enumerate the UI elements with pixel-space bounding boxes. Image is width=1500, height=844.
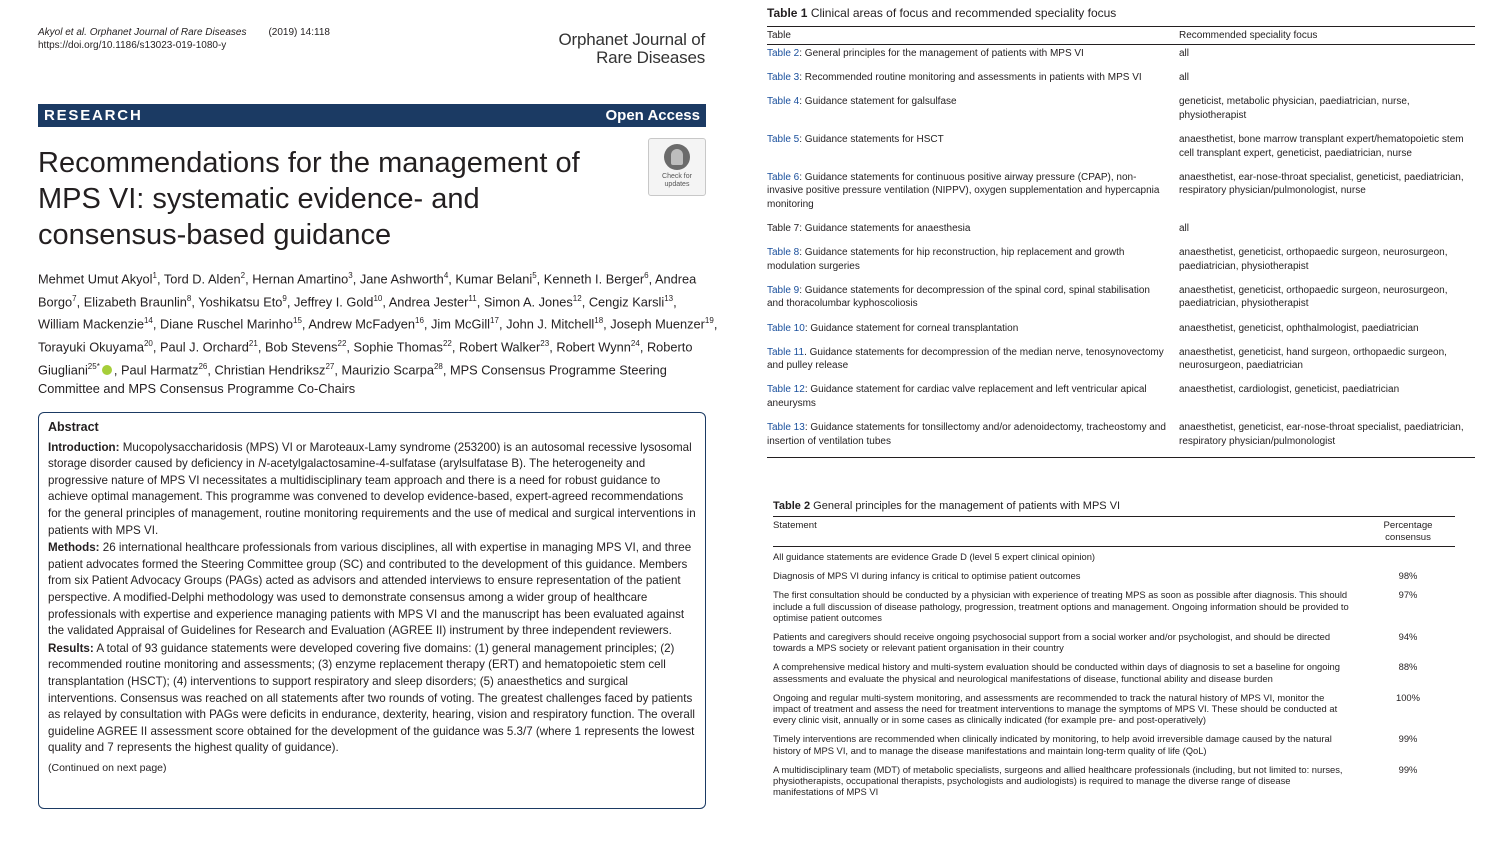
table1-cell-table — [767, 421, 1179, 448]
reference-separator: : — [804, 384, 808, 396]
reference-separator: : — [799, 284, 803, 296]
table1-description: Guidance statements for hip reconstruction, hip replacement and growth modulation surgeries — [767, 247, 1125, 272]
table2-cell-statement: All guidance statements are evidence Grade D (level 5 expert clinical opinion) — [773, 551, 1096, 562]
author-name: Diane Ruschel Marinho — [159, 316, 293, 332]
author-name: Torayuki Okuyama — [38, 339, 144, 355]
author-affiliation: 22 — [442, 339, 452, 349]
author-name: Sophie Thomas — [353, 339, 443, 355]
author-name: Joseph Muenzer — [610, 316, 705, 332]
table1-cell-focus: anaesthetist, geneticist, hand surgeon, orthopaedic surgeon, neurosurgeon, paediatrician — [1179, 346, 1447, 372]
citation-year: (2019) 14:118 — [268, 27, 330, 38]
check-for-updates-badge[interactable] — [648, 138, 706, 196]
author-affiliation: 3 — [348, 271, 353, 280]
table1-header-row — [767, 27, 1475, 45]
table1-description: Guidance statement for cardiac valve replacement and left ventricular apical aneurysms — [767, 384, 1147, 409]
table2-cell-statement: Patients and caregivers should receive ongoing psychosocial support from a social worker and/or psychologist, and should be directed towards a MPS society or relevant patient organisation in their country — [773, 631, 1331, 654]
table2-cell-statement: The first consultation should be conducted by a physician with experience of treating MPS as soon as possible after diagnosis. This should include a full discussion of disease pathology, progression, treatment options and management. Ongoing information should be provided to optimise patient outcomes — [773, 589, 1349, 623]
table1-cell-focus: anaesthetist, geneticist, orthopaedic surgeon, neurosurgeon, paediatrician, physiotherapist — [1179, 247, 1448, 272]
article-type: RESEARCH — [44, 107, 143, 124]
table-reference-link[interactable]: Table 4 — [767, 96, 800, 108]
table1-cell-focus: anaesthetist, geneticist, orthopaedic surgeon, neurosurgeon, paediatrician, physiotherapist — [1179, 284, 1448, 310]
table-reference-link[interactable]: Table 8 — [767, 247, 800, 259]
table1-description: Guidance statements for continuous positive airway pressure (CPAP), non-invasive positive pressure ventilation (NIPPV), oxygen supplementation and hypercapnia monitoring — [767, 171, 1160, 210]
abstract-methods — [48, 540, 696, 640]
table2-row — [773, 688, 1455, 730]
author-name: Jeffrey I. Gold — [294, 293, 374, 309]
table1-row — [767, 220, 1475, 244]
check-updates-icon — [664, 144, 690, 170]
intro-text-b: -acetylgalactosamine-4-sulfatase (arylsulfatase B). The heterogeneity and progressive nature of MPS VI necessitates a multidisciplinary team approach and there is a need for robust guidance to achieve optimal management. This programme was convened to develop evidence-based, expert-agreed recommendations for the general principles of management, routine monitoring requirements and the use of medical and surgical interventions in patients with MPS VI. — [48, 457, 696, 537]
table1-cell-table — [767, 133, 1179, 160]
abstract-results — [48, 641, 696, 757]
author-affiliation: 10 — [373, 293, 383, 303]
author-affiliation: 16 — [415, 316, 424, 326]
table1-cell-focus: anaesthetist, ear-nose-throat specialist, geneticist, paediatrician, respiratory physician/pulmonologist, nurse — [1179, 171, 1464, 197]
author-list: Mehmet Umut Akyol$^1$, Tord D. Alden$^2$, Hernan Amartino$^3$, Jane Ashworth$^4$, Kumar Belani$^5$, Kenneth I. Berger$^6$, Andrea Borgo$^7$, Elizabeth Braunlin$^8$, Yoshikatsu Eto$^9$, Jeffrey I. Gold$^{10}$, Andrea Jester$^{11}$, Simon A. Jones$^{12}$, Cengiz Karsli$^{13}$, William Mackenzie$^{14}$, Diane Ruschel Marinho$^{15}$, Andrew McFadyen$^{16}$, Jim McGill$^{17}$, John J. Mitchell$^{18}$, Joseph Muenzer$^{19}$, Torayuki Okuyama$^{20}$, Paul J. Orchard$^{21}$, Bob Stevens$^{22}$, Sophie Thomas$^{22}$, Robert Walker$^{23}$, Robert Wynn$^{24}$, Roberto Giugliani$^{25*}$ , Paul Harmatz$^{26}$, Christian Hendriksz$^{27}$, Maurizio Scarpa$^{28}$, MPS Consensus Programme Steering Committee and MPS Consensus Programme Co-Chairs — [38, 271, 718, 397]
citation-header — [38, 26, 330, 52]
reference-separator: : — [804, 422, 808, 434]
table1-row — [767, 344, 1475, 382]
table1-cell-focus: anaesthetist, bone marrow transplant expert/hematopoietic stem cell transplant expert, geneticist, paediatrician, nurse — [1179, 134, 1464, 159]
table1-description: Guidance statements for decompression of the median nerve, tenosynovectomy and pulley release — [767, 346, 1164, 372]
author-name: Christian Hendriksz — [214, 361, 326, 377]
orcid-icon[interactable] — [102, 365, 112, 375]
table2-caption — [773, 499, 1120, 513]
table1-row — [767, 244, 1475, 282]
table1-cell-table — [767, 47, 1179, 61]
table1-cell-table — [767, 383, 1179, 410]
intro-italic: N — [258, 457, 267, 471]
author-name: Simon A. Jones — [483, 293, 573, 309]
reference-separator: : — [799, 96, 803, 108]
table2-header-statement: Statement — [773, 520, 817, 531]
table2-cell-consensus — [1361, 551, 1455, 562]
table2-cell-statement: A comprehensive medical history and multi-system evaluation should be conducted within days of diagnosis to set a baseline for ongoing assessments and evaluate the physical and neurological manifestations of disease, functional ability and disease burden — [773, 661, 1340, 684]
author-affiliation: 4 — [443, 271, 449, 280]
author-affiliation: 21 — [248, 339, 258, 349]
table1-description: General principles for the management of patients with MPS VI — [802, 48, 1084, 59]
table1-cell-focus: geneticist, metabolic physician, paediatrician, nurse, physiotherapist — [1179, 96, 1410, 121]
intro-label: Introduction: — [48, 440, 120, 454]
abstract-introduction — [48, 440, 696, 540]
table1-cell-focus: anaesthetist, geneticist, ophthalmologist, paediatrician — [1179, 322, 1419, 334]
author-affiliation: 1 — [152, 271, 157, 280]
author-affiliation: 17 — [490, 316, 499, 326]
table2-row — [773, 566, 1455, 585]
table2-row — [773, 627, 1455, 657]
table1-cell-focus: all — [1179, 72, 1190, 84]
table2-cell-consensus: 100% — [1396, 691, 1420, 703]
author-affiliation: 19 — [704, 316, 714, 326]
table1-description: Recommended routine monitoring and assessments in patients with MPS VI — [802, 72, 1142, 84]
table-reference-link[interactable]: Table 9 — [767, 284, 800, 296]
table1-header-table: Table — [767, 30, 791, 41]
table2-cell-consensus: 99% — [1398, 763, 1418, 775]
author-affiliation: 9 — [282, 293, 287, 303]
author-name: Bob Stevens — [264, 339, 338, 355]
table1-caption — [767, 6, 1116, 21]
author-name: Jim McGill — [431, 316, 491, 332]
table1-description: Guidance statement for galsulfase — [802, 96, 957, 108]
author-affiliation: 6 — [644, 271, 649, 280]
author-affiliation: 18 — [594, 316, 604, 326]
table1-cell-table — [767, 171, 1179, 212]
check-badge-line1: Check for — [662, 173, 692, 180]
table1-row — [767, 320, 1475, 344]
author-affiliation: 24 — [630, 339, 640, 349]
open-access-label: Open Access — [605, 107, 700, 124]
table1-cell-table — [767, 346, 1179, 373]
table2-row — [773, 760, 1455, 802]
author-name: Jane Ashworth — [359, 271, 444, 287]
table-reference-link[interactable]: Table 12 — [767, 384, 805, 396]
article-first-page — [0, 0, 745, 844]
table-reference-link[interactable]: Table 11 — [767, 346, 805, 358]
tables-page — [745, 0, 1500, 844]
table1-description: Guidance statements for decompression of the spinal cord, spinal stabilisation and thoracolumbar kyphoscoliosis — [767, 284, 1150, 310]
author-name: Kumar Belani — [455, 271, 533, 287]
results-text: A total of 93 guidance statements were developed covering five domains: (1) general management principles; (2) recommended routine monitoring and assessments; (3) enzyme replacement therapy (ERT) and hematopoietic stem cell transplantation (HSCT); (4) interventions to support respiratory and sleep disorders; (5) anaesthetics and surgical interventions. Consensus was reached on all statements after two rounds of voting. The greatest challenges faced by patients as relayed by consultation with PAGs were deficits in endurance, dexterity, hearing, vision and respiratory function. The overall guideline AGREE II assessment score obtained for the development of the guidance was 5.3/7 (where 1 represents the lowest quality and 7 represents the highest quality of guidance). — [48, 641, 696, 755]
author-affiliation: 20 — [143, 339, 153, 349]
reference-separator: : — [799, 171, 803, 183]
table2-row — [773, 657, 1455, 687]
table2-row — [773, 729, 1455, 759]
article-type-banner — [38, 104, 706, 127]
author-name: Paul Harmatz — [120, 361, 199, 377]
author-affiliation: 28 — [433, 361, 443, 371]
abstract-heading: Abstract — [48, 420, 99, 434]
citation-doi[interactable]: https://doi.org/10.1186/s13023-019-1080-y — [38, 40, 227, 51]
table1-cell-table — [767, 284, 1179, 311]
table1-description: Guidance statements for anaesthesia — [802, 222, 971, 234]
author-group: MPS Consensus Programme Steering Committee and MPS Consensus Programme Co-Chairs — [38, 361, 667, 397]
table2-title: General principles for the management of patients with MPS VI — [813, 500, 1121, 512]
table1-cell-table — [767, 222, 1179, 236]
table1-row — [767, 45, 1475, 69]
author-name: Hernan Amartino — [252, 271, 349, 287]
journal-logo-line2: Rare Diseases — [596, 48, 705, 67]
author-affiliation: 2 — [240, 271, 246, 280]
table1-title: Clinical areas of focus and recommended speciality focus — [810, 6, 1117, 20]
table2-cell-consensus: 99% — [1398, 733, 1418, 745]
author-name: Elizabeth Braunlin — [83, 293, 187, 309]
table1-cell-focus: all — [1179, 48, 1190, 59]
table1-cell-table — [767, 71, 1179, 85]
table1-row — [767, 93, 1475, 131]
table2 — [773, 516, 1455, 801]
table1-label: Table 1 — [767, 6, 808, 20]
reference-separator: : — [799, 72, 803, 84]
author-affiliation: 7 — [72, 293, 77, 303]
table1-row — [767, 282, 1475, 320]
table2-cell-statement: Ongoing and regular multi-system monitoring, and assessments are recommended to track the natural history of MPS VI, monitor the impact of treatment and assess the need for treatment interventions to manage the symptoms of MPS VI. These should be conducted at every clinic visit, annually or in some cases as clinically indicated (for example pre- and post-operatively) — [773, 691, 1338, 726]
table1-row — [767, 419, 1475, 457]
table2-cell-statement: Diagnosis of MPS VI during infancy is critical to optimise patient outcomes — [773, 570, 1081, 582]
reference-separator: : — [799, 222, 803, 234]
table-reference-link[interactable]: Table 13 — [767, 422, 805, 434]
author-affiliation: 27 — [325, 361, 335, 371]
table1-description: Guidance statements for tonsillectomy and/or adenoidectomy, tracheostomy and insertion of ventilation tubes — [767, 422, 1166, 447]
author-affiliation: 15 — [293, 316, 302, 326]
author-name: Robert Wynn — [556, 339, 631, 355]
table-reference-link[interactable]: Table 3 — [767, 72, 800, 84]
author-name: Paul J. Orchard — [160, 339, 249, 355]
table2-header-row — [773, 517, 1455, 547]
continued-note: (Continued on next page) — [48, 761, 167, 774]
results-label: Results: — [48, 641, 94, 655]
author-affiliation: 8 — [186, 293, 192, 303]
table-reference-link[interactable]: Table 6 — [767, 171, 800, 183]
author-name: Roberto Giugliani — [38, 339, 693, 377]
table2-body — [773, 547, 1455, 801]
author-affiliation: 11 — [468, 293, 477, 303]
author-affiliation: 5 — [532, 271, 537, 280]
author-affiliation: 25* — [87, 361, 100, 371]
table1-row — [767, 69, 1475, 93]
table2-cell-statement: A multidisciplinary team (MDT) of metabolic specialists, surgeons and allied healthcare professionals (including, but not limited to: nurses, physiotherapists, occupational therapists, psychologists and audiologists) is required to manage the diverse range of disease manifestations of MPS VI — [773, 763, 1343, 798]
table2-cell-consensus: 94% — [1398, 631, 1418, 643]
table-reference-link[interactable]: Table 10 — [767, 322, 805, 334]
reference-separator: : — [799, 247, 803, 259]
table1 — [767, 26, 1475, 458]
table-reference-link: Table 7 — [767, 222, 800, 234]
author-name: Andrew McFadyen — [308, 316, 415, 332]
citation-authors: Akyol et al. Orphanet Journal of Rare Diseases — [38, 27, 247, 38]
intro-text-a: Mucopolysaccharidosis (MPS) VI or Maroteaux-Lamy syndrome (253200) is an autosomal recessive lysosomal storage disorder caused by deficiency in — [48, 440, 692, 471]
table1-cell-table — [767, 246, 1179, 273]
table2-cell-statement: Timely interventions are recommended when clinically indicated by monitoring, to help avoid irreversible damage caused by the natural history of MPS VI, and to manage the disease manifestations and maintain long-term quality of life (QoL) — [773, 733, 1332, 756]
table2-cell-consensus: 88% — [1398, 661, 1418, 673]
table1-row — [767, 169, 1475, 220]
table1-description: Guidance statement for corneal transplantation — [807, 322, 1019, 334]
article-title: Recommendations for the management of MPS VI: systematic evidence- and consensus-based guidance — [38, 147, 580, 251]
reference-separator: : — [799, 48, 803, 59]
author-name: Maurizio Scarpa — [341, 361, 434, 377]
table1-cell-focus: all — [1179, 222, 1190, 234]
check-badge-line2: updates — [664, 181, 690, 188]
reference-separator: : — [804, 322, 808, 334]
author-name: William Mackenzie — [38, 316, 144, 332]
author-name: Mehmet Umut Akyol — [38, 271, 153, 287]
table1-cell-table — [767, 95, 1179, 122]
table1-row — [767, 381, 1475, 419]
table-reference-link[interactable]: Table 2 — [767, 48, 800, 59]
table2-cell-consensus: 98% — [1398, 570, 1418, 582]
table2-cell-consensus: 97% — [1398, 589, 1418, 601]
reference-separator: : — [799, 134, 803, 146]
author-name: Andrea Jester — [388, 293, 469, 309]
author-affiliation: 14 — [143, 316, 153, 326]
table1-cell-focus: anaesthetist, cardiologist, geneticist, paediatrician — [1179, 384, 1400, 396]
author-affiliation: 22 — [337, 339, 347, 349]
table-reference-link[interactable]: Table 5 — [767, 134, 800, 146]
author-name: Robert Walker — [458, 339, 541, 355]
author-affiliation: 13 — [664, 293, 674, 303]
table2-row — [773, 585, 1455, 627]
table2-header-consensus: Percentage consensus — [1383, 520, 1433, 543]
author-affiliation: 26 — [198, 361, 208, 371]
methods-label: Methods: — [48, 541, 100, 555]
author-affiliation: 23 — [540, 339, 550, 349]
table1-row — [767, 131, 1475, 169]
author-name: Kenneth I. Berger — [543, 271, 645, 287]
table2-label: Table 2 — [773, 500, 811, 512]
table1-body — [767, 45, 1475, 457]
methods-text: 26 international healthcare professionals from various disciplines, all with expertise in managing MPS VI, and three patient advocates formed the Steering Committee group (SC) and contributed to the development of this guidance. Members from six Patient Advocacy Groups (PAGs) acted as advisors and attended interviews to ensure representation of the patient perspective. A modified-Delphi methodology was used to demonstrate consensus among a wider group of healthcare professionals with expertise and experience managing patients with MPS VI and the manuscript has been evaluated against the validated Appraisal of Guidelines for Research and Evaluation (AGREE II) instrument by three independent reviewers. — [48, 541, 692, 638]
table2-row — [773, 547, 1455, 566]
journal-logo-line1: Orphanet Journal of — [558, 30, 705, 49]
table1-cell-focus: anaesthetist, geneticist, ear-nose-throat specialist, paediatrician, respiratory physician/pulmonologist — [1179, 422, 1464, 447]
author-name: Tord D. Alden — [163, 271, 241, 287]
author-name: John J. Mitchell — [506, 316, 595, 332]
author-name: Yoshikatsu Eto — [198, 293, 283, 309]
author-affiliation: 12 — [572, 293, 582, 303]
author-name: Andrea Borgo — [38, 271, 697, 309]
reference-separator: . — [804, 346, 807, 358]
journal-logo — [559, 31, 705, 67]
table1-header-focus: Recommended speciality focus — [1179, 30, 1318, 41]
table1-description: Guidance statements for HSCT — [802, 134, 944, 146]
author-name: Cengiz Karsli — [588, 293, 665, 309]
abstract-box — [38, 412, 706, 809]
table1-cell-table — [767, 322, 1179, 336]
